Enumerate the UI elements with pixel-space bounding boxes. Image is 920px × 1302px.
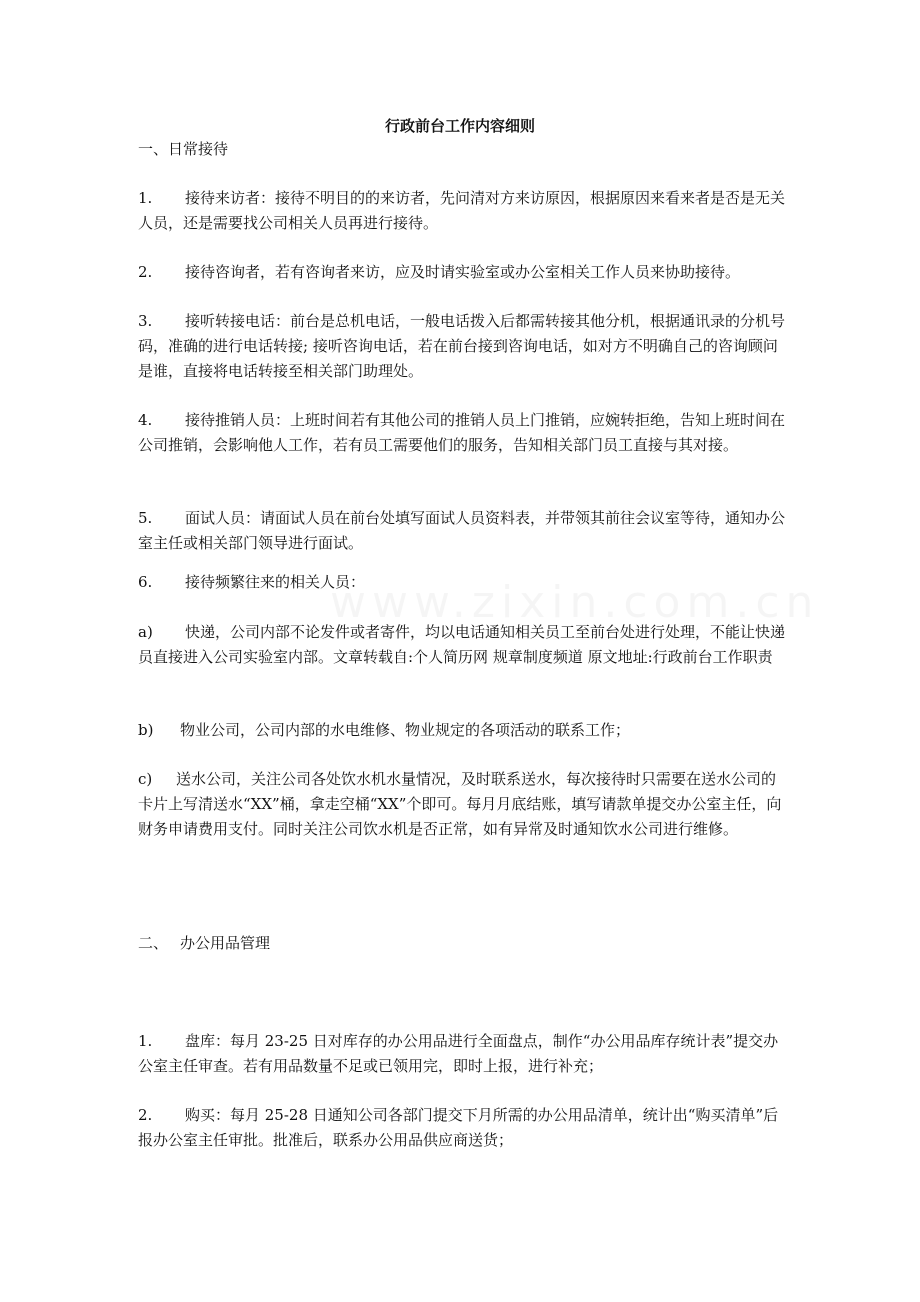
sub-list-item: [138, 620, 786, 670]
item-text: 快递，公司内部不论发件或者寄件，均以电话通知相关员工至前台处进行处理，不能让快递员直接进入公司实验室内部。文章转载自:个人简历网 规章制度频道 原文地址:行政前台工作职责: [138, 623, 786, 666]
item-text: 接待频繁往来的相关人员：: [185, 573, 366, 591]
item-number: 2.: [138, 1106, 153, 1124]
item-number: 3.: [138, 312, 153, 330]
list-item: [138, 309, 786, 384]
item-text: 接听转接电话：前台是总机电话，一般电话拨入后都需转接其他分机，根据通讯录的分机号码，准确的进行电话转接; 接听咨询电话，若在前台接到咨询电话，如对方不明确自己的咨询顾问是谁，直接将电话转接至相关部门助理处。: [138, 312, 786, 380]
item-text: 接待咨询者，若有咨询者来访，应及时请实验室或办公室相关工作人员来协助接待。: [185, 263, 741, 281]
list-item: [138, 1103, 786, 1153]
item-text: 面试人员：请面试人员在前台处填写面试人员资料表，并带领其前往会议室等待，通知办公室主任或相关部门领导进行面试。: [138, 509, 786, 552]
item-text: 接待推销人员：上班时间若有其他公司的推销人员上门推销，应婉转拒绝，告知上班时间在公司推销，会影响他人工作，若有员工需要他们的服务，告知相关部门员工直接与其对接。: [138, 411, 786, 454]
item-number: 4.: [138, 411, 153, 429]
heading-text: 办公用品管理: [180, 934, 271, 952]
item-number: 2.: [138, 263, 153, 281]
sub-list-item: [138, 718, 786, 743]
item-text: 接待来访者：接待不明目的的来访者，先问清对方来访原因，根据原因来看来者是否是无关人员，还是需要找公司相关人员再进行接待。: [138, 189, 786, 232]
list-item: [138, 408, 786, 458]
list-item: [138, 260, 786, 285]
sub-list-item: [138, 767, 786, 842]
item-text: 送水公司，关注公司各处饮水机水量情况，及时联系送水，每次接待时只需要在送水公司的卡片上写清送水“XX”桶，拿走空桶“XX”个即可。每月月底结账，填写请款单提交办公室主任，向财务申请费用支付。同时关注公司饮水机是否正常，如有异常及时通知饮水公司进行维修。: [138, 770, 782, 838]
item-number: 1.: [138, 189, 153, 207]
heading-number: 二、: [138, 934, 169, 952]
list-item: [138, 1029, 786, 1079]
item-number: 1.: [138, 1032, 153, 1050]
item-letter: c): [138, 770, 153, 788]
item-letter: a): [138, 623, 153, 641]
document-title: 行政前台工作内容细则: [384, 117, 535, 135]
item-letter: b): [138, 721, 154, 739]
item-text: 物业公司，公司内部的水电维修、物业规定的各项活动的联系工作；: [180, 721, 631, 739]
item-number: 5.: [138, 509, 153, 527]
section-2-heading: [138, 931, 786, 956]
list-item: [138, 186, 786, 236]
item-text: 盘库：每月 23-25 日对库存的办公用品进行全面盘点，制作“办公用品库存统计表”提交办公室主任审查。若有用品数量不足或已领用完，即时上报，进行补充；: [138, 1032, 779, 1075]
section-1-heading: 一、日常接待: [138, 140, 229, 158]
item-number: 6.: [138, 573, 153, 591]
list-item: [138, 506, 786, 556]
item-text: 购买：每月 25-28 日通知公司各部门提交下月所需的办公用品清单，统计出“购买清单”后报办公室主任审批。批准后，联系办公用品供应商送货；: [138, 1106, 779, 1149]
list-item: [138, 570, 786, 595]
